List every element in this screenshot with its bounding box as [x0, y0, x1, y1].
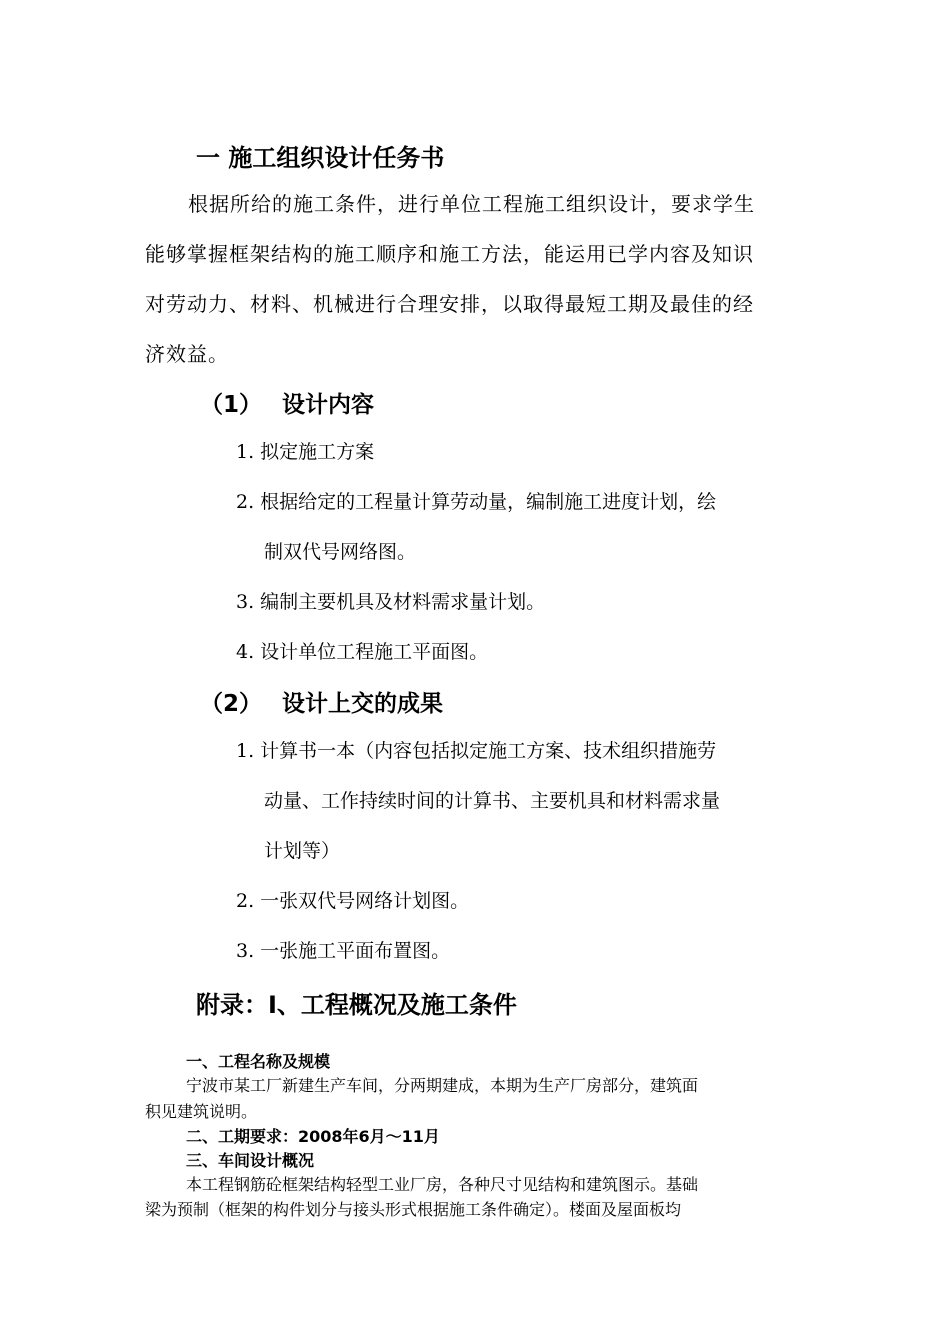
section-heading: 一、工程名称及规模 [186, 1052, 331, 1071]
intro-line: 能够掌握框架结构的施工顺序和施工方法，能运用已学内容及知识 [145, 242, 754, 266]
appendix-title: 附录：I、工程概况及施工条件 [196, 991, 517, 1019]
design-results-item-continuation: 计划等） [264, 840, 341, 862]
design-results-item: 1. 计算书一本（内容包括拟定施工方案、技术组织措施劳 [236, 740, 717, 762]
section-heading: 二、工期要求：2008年6月～11月 [186, 1127, 440, 1146]
design-content-item: 4. 设计单位工程施工平面图。 [236, 641, 489, 663]
section-heading: 三、车间设计概况 [186, 1151, 315, 1170]
section-text: 梁为预制（框架的构件划分与接头形式根据施工条件确定）。楼面及屋面板均 [145, 1200, 682, 1219]
intro-line: 济效益。 [145, 342, 229, 366]
section-text: 宁波市某工厂新建生产车间，分两期建成，本期为生产厂房部分，建筑面 [186, 1076, 699, 1095]
intro-line: 根据所给的施工条件，进行单位工程施工组织设计，要求学生 [188, 192, 755, 216]
design-content-item: 1. 拟定施工方案 [236, 441, 375, 463]
design-results-item: 2. 一张双代号网络计划图。 [236, 890, 470, 912]
design-results-item-continuation: 动量、工作持续时间的计算书、主要机具和材料需求量 [264, 790, 721, 812]
intro-line: 对劳动力、材料、机械进行合理安排，以取得最短工期及最佳的经 [145, 292, 754, 316]
task-title: 一 施工组织设计任务书 [196, 144, 445, 172]
design-content-heading: 设计内容 [282, 392, 374, 418]
design-results-item: 3. 一张施工平面布置图。 [236, 940, 451, 962]
section-text: 本工程钢筋砼框架结构轻型工业厂房，各种尺寸见结构和建筑图示。基础 [186, 1175, 699, 1194]
section-text: 积见建筑说明。 [145, 1102, 258, 1121]
design-content-heading-number: （1） [200, 392, 263, 418]
design-results-heading-number: （2） [200, 691, 263, 717]
design-content-item: 3. 编制主要机具及材料需求量计划。 [236, 591, 546, 613]
design-results-heading: 设计上交的成果 [282, 691, 443, 717]
design-content-item-continuation: 制双代号网络图。 [264, 541, 417, 563]
design-content-item: 2. 根据给定的工程量计算劳动量，编制施工进度计划，绘 [236, 491, 717, 513]
